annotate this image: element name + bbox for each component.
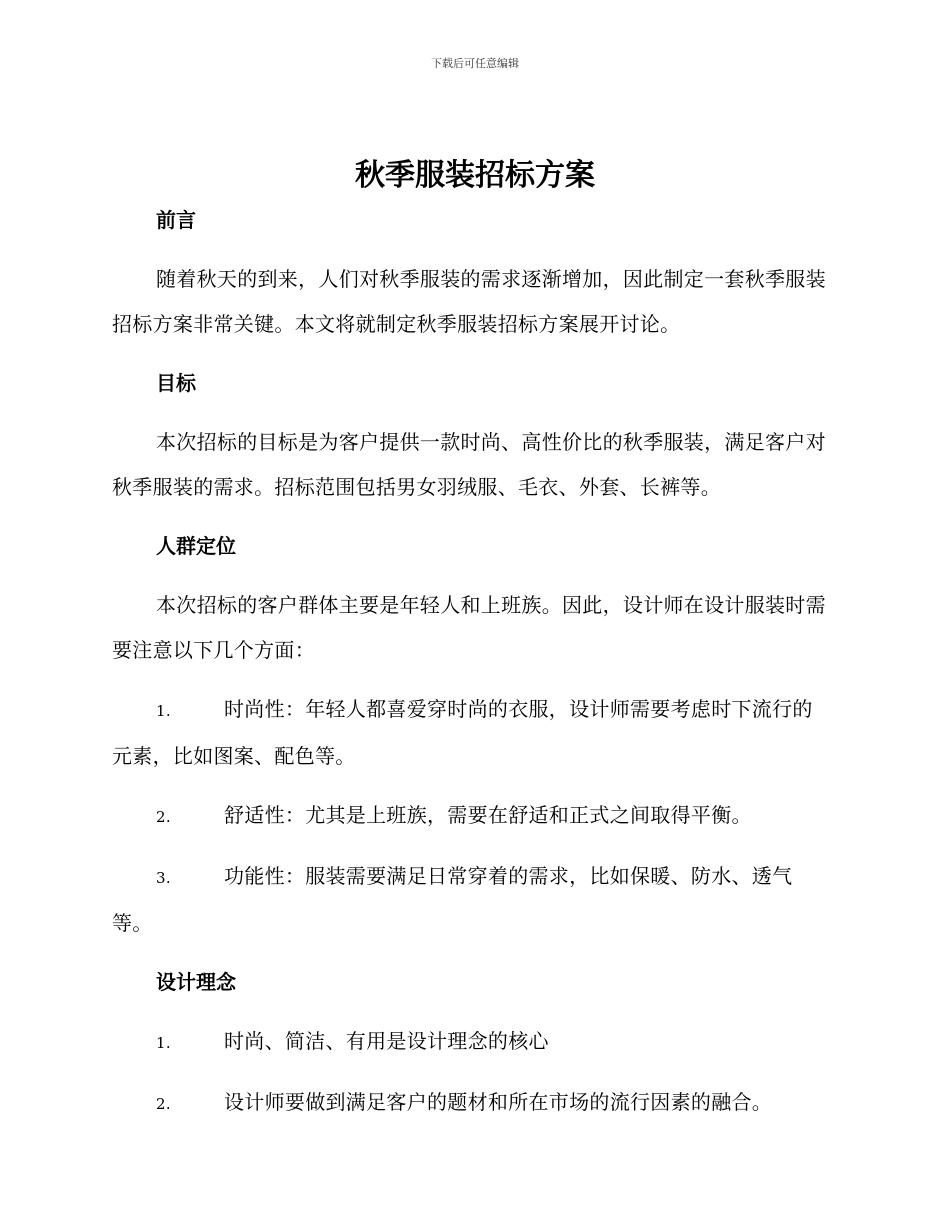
list-number: 1. [156,702,171,720]
section-paragraph: 随着秋天的到来，人们对秋季服装的需求逐渐增加，因此制定一套秋季服装招标方案非常关键。本文将就制定秋季服装招标方案展开讨论。 [112,267,826,336]
section-goal [112,361,832,510]
section-heading: 目标 [156,371,196,395]
list-number: 2. [156,808,171,826]
list-text: 设计师要做到满足客户的题材和所在市场的流行因素的融合。 [224,1090,773,1114]
section-design-concept [112,960,832,1127]
list-number: 1. [156,1034,171,1052]
list-item [112,793,832,840]
list-item [112,687,832,779]
list-text: 时尚、简洁、有用是设计理念的核心 [224,1029,549,1053]
page-title: 秋季服装招标方案 [355,158,595,193]
section-paragraph: 本次招标的客户群体主要是年轻人和上班族。因此，设计师在设计服装时需要注意以下几个方面： [112,593,826,662]
list-text: 功能性：服装需要满足日常穿着的需求，比如保暖、防水、透气等。 [112,864,793,935]
list-text: 时尚性：年轻人都喜爱穿时尚的衣服，设计师需要考虑时下流行的元素，比如图案、配色等。 [112,697,813,768]
list-item [112,1080,832,1127]
list-item [112,854,832,946]
list-number: 3. [156,869,171,887]
section-heading: 人群定位 [156,534,236,558]
section-audience [112,524,832,946]
section-paragraph: 本次招标的目标是为客户提供一款时尚、高性价比的秋季服装，满足客户对秋季服装的需求。招标范围包括男女羽绒服、毛衣、外套、长裤等。 [112,430,826,499]
document-body [112,198,832,1141]
section-preface [112,198,832,347]
section-heading: 前言 [156,208,196,232]
list-text: 舒适性：尤其是上班族，需要在舒适和正式之间取得平衡。 [224,803,752,827]
list-item [112,1019,832,1066]
list-number: 2. [156,1095,171,1113]
header-note: 下载后可任意编辑 [431,57,519,70]
section-heading: 设计理念 [156,970,236,994]
